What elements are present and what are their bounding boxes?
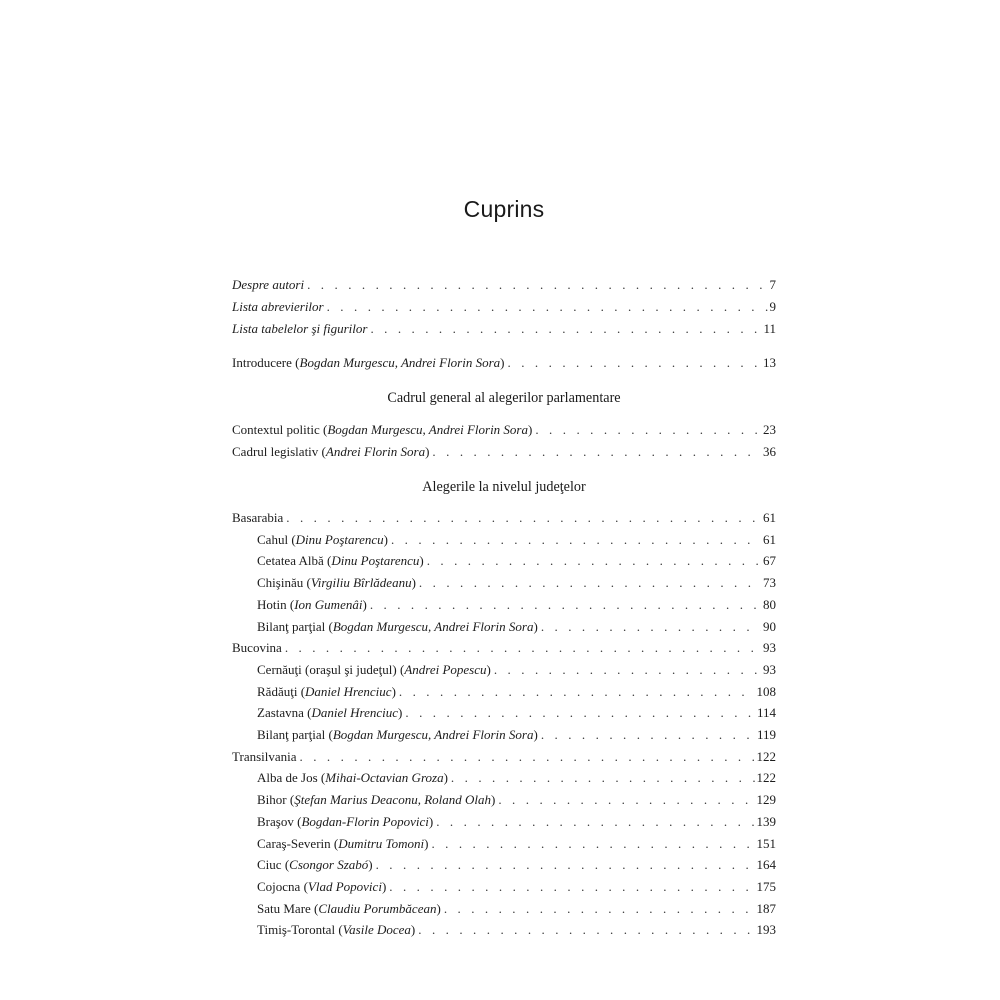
toc-entry: Cadrul legislativ (Andrei Florin Sora) . . . 36 [232, 442, 776, 462]
entry-title: Cahul [257, 532, 289, 547]
dot-leader [436, 812, 754, 832]
page-number: 139 [756, 814, 776, 829]
toc-region-entry [232, 747, 776, 767]
dot-leader [541, 725, 755, 745]
dot-leader [399, 682, 755, 702]
toc-entry: Caraş-Severin (Dumitru Tomoni) . . . 151 [232, 834, 776, 854]
entry-authors: Csongor Szabó [289, 857, 369, 872]
dot-leader [391, 530, 761, 550]
dot-leader [389, 877, 754, 897]
page-number: 73 [763, 575, 776, 590]
entry-title: Timiş-Torontal [257, 922, 336, 937]
page-number: 90 [763, 619, 776, 634]
dot-leader [285, 638, 761, 658]
entry-authors: Andrei Florin Sora [325, 444, 426, 459]
page-number: 23 [763, 422, 776, 437]
toc-entry: Cojocna (Vlad Popovici) . . . 175 [232, 877, 776, 897]
page-number: 129 [756, 792, 776, 807]
entry-title: Introducere [232, 355, 292, 370]
page-number: 108 [756, 684, 776, 699]
dot-leader [498, 790, 754, 810]
toc-entry: Contextul politic (Bogdan Murgescu, Andrei Florin Sora) . . . 23 [232, 420, 776, 440]
page-number: 11 [763, 321, 776, 336]
toc-entry: Bilanţ parţial (Bogdan Murgescu, Andrei Florin Sora) . . . 90 [232, 617, 776, 637]
entry-title: Bihor [257, 792, 287, 807]
page-number: 13 [763, 355, 776, 370]
dot-leader [535, 420, 761, 440]
toc-entry: Bihor (Ştefan Marius Deaconu, Roland Olah) . . . 129 [232, 790, 776, 810]
page-title: Cuprins [463, 196, 545, 222]
page-number: 114 [756, 705, 776, 720]
dot-leader [419, 573, 761, 593]
entry-title: Cernăuţi (oraşul şi judeţul) [257, 662, 397, 677]
entry-title: Bilanţ parţial [257, 727, 326, 742]
entry-authors: Bogdan Murgescu, Andrei Florin Sora [299, 355, 501, 370]
toc-entry: Bilanţ parţial (Bogdan Murgescu, Andrei Florin Sora) . . . 119 [232, 725, 776, 745]
dot-leader [300, 747, 755, 767]
toc-entry: Chişinău (Virgiliu Bîrlădeanu) . . . 73 [232, 573, 776, 593]
entry-authors: Vasile Docea [342, 922, 411, 937]
entry-authors: Ştefan Marius Deaconu, Roland Olah [294, 792, 492, 807]
page-number: 122 [756, 770, 776, 785]
toc-entry: Cernăuţi (oraşul şi judeţul) (Andrei Popescu) . . . 93 [232, 660, 776, 680]
section-heading-cadrul-general: Cadrul general al alegerilor parlamentare [387, 390, 621, 406]
dot-leader [370, 595, 761, 615]
entry-title: Braşov [257, 814, 294, 829]
toc-entry: Braşov (Bogdan-Florin Popovici) . . . 139 [232, 812, 776, 832]
page-number: 164 [756, 857, 776, 872]
toc-entry-lista-abrevierilor [232, 297, 776, 317]
entry-title: Lista tabelelor şi figurilor [232, 321, 368, 336]
toc-entry: Zastavna (Daniel Hrenciuc) . . . 114 [232, 703, 776, 723]
page-number: 7 [769, 277, 776, 292]
page-number: 80 [763, 597, 776, 612]
dot-leader [431, 834, 754, 854]
toc-entry-lista-tabelelor [232, 319, 776, 339]
toc-entry: Cetatea Albă (Dinu Poştarencu) . . . 67 [232, 551, 776, 571]
entry-authors: Mihai-Octavian Groza [325, 770, 444, 785]
entry-title: Transilvania [232, 749, 297, 764]
toc-entry: Ciuc (Csongor Szabó) . . . 164 [232, 855, 776, 875]
dot-leader [307, 275, 767, 295]
toc-region-entry [232, 638, 776, 658]
toc-region-entry [232, 508, 776, 528]
entry-title: Caraş-Severin [257, 836, 331, 851]
page-number: 151 [756, 836, 776, 851]
entry-authors: Bogdan Murgescu, Andrei Florin Sora [332, 727, 534, 742]
entry-title: Satu Mare [257, 901, 311, 916]
page-number: 93 [763, 662, 776, 677]
entry-title: Chişinău [257, 575, 304, 590]
page-number: 119 [756, 727, 776, 742]
dot-leader [427, 551, 761, 571]
dot-leader [494, 660, 761, 680]
page-number: 61 [763, 532, 776, 547]
page-number: 9 [769, 299, 776, 314]
toc-entry: Cahul (Dinu Poştarencu) . . . 61 [232, 530, 776, 550]
dot-leader [451, 768, 755, 788]
page-number: 187 [756, 901, 776, 916]
dot-leader [418, 920, 754, 940]
dot-leader [432, 442, 761, 462]
entry-authors: Daniel Hrenciuc [311, 705, 399, 720]
entry-title: Bucovina [232, 640, 282, 655]
entry-title: Rădăuţi [257, 684, 298, 699]
entry-authors: Virgiliu Bîrlădeanu [310, 575, 412, 590]
entry-title: Cadrul legislativ [232, 444, 319, 459]
page-number: 193 [756, 922, 776, 937]
page-number: 175 [756, 879, 776, 894]
page-number: 93 [763, 640, 776, 655]
entry-authors: Ion Gumenâi [294, 597, 363, 612]
dot-leader [541, 617, 761, 637]
entry-title: Lista abrevierilor [232, 299, 324, 314]
entry-title: Despre autori [232, 277, 305, 292]
dot-leader [405, 703, 755, 723]
section-heading-alegerile: Alegerile la nivelul judeţelor [422, 479, 586, 495]
toc-entry: Timiş-Torontal (Vasile Docea) . . . 193 [232, 920, 776, 940]
toc-entry-despre-autori [232, 275, 776, 295]
entry-authors: Claudiu Porumbăcean [318, 901, 437, 916]
entry-authors: Bogdan Murgescu, Andrei Florin Sora [332, 619, 534, 634]
page-number: 67 [763, 553, 776, 568]
entry-authors: Dinu Poştarencu [295, 532, 384, 547]
entry-title: Contextul politic [232, 422, 320, 437]
toc-entry: Hotin (Ion Gumenâi) . . . 80 [232, 595, 776, 615]
entry-authors: Bogdan-Florin Popovici [301, 814, 429, 829]
entry-title: Bilanţ parţial [257, 619, 326, 634]
toc-entry: Satu Mare (Claudiu Porumbăcean) . . . 187 [232, 899, 776, 919]
entry-title: Cetatea Albă [257, 553, 324, 568]
page-number: 36 [763, 444, 776, 459]
dot-leader [508, 353, 761, 373]
toc-entry: Rădăuţi (Daniel Hrenciuc) . . . 108 [232, 682, 776, 702]
entry-authors: Andrei Popescu [404, 662, 487, 677]
entry-title: Ciuc [257, 857, 282, 872]
entry-title: Alba de Jos [257, 770, 318, 785]
entry-authors: Dinu Poştarencu [331, 553, 420, 568]
dot-leader [286, 508, 761, 528]
toc-entry: Alba de Jos (Mihai-Octavian Groza) . . . 122 [232, 768, 776, 788]
entry-title: Basarabia [232, 510, 284, 525]
toc-entry-introducere: Introducere (Bogdan Murgescu, Andrei Florin Sora) . . . 13 [232, 353, 776, 373]
dot-leader [444, 899, 755, 919]
dot-leader [370, 319, 761, 339]
entry-authors: Dumitru Tomoni [338, 836, 425, 851]
page-number: 61 [763, 510, 776, 525]
entry-title: Hotin [257, 597, 287, 612]
entry-title: Zastavna [257, 705, 304, 720]
dot-leader [376, 855, 755, 875]
entry-authors: Daniel Hrenciuc [305, 684, 392, 699]
entry-authors: Bogdan Murgescu, Andrei Florin Sora [327, 422, 528, 437]
entry-authors: Vlad Popovici [307, 879, 382, 894]
entry-title: Cojocna [257, 879, 301, 894]
dot-leader [327, 297, 768, 317]
page-number: 122 [756, 749, 776, 764]
